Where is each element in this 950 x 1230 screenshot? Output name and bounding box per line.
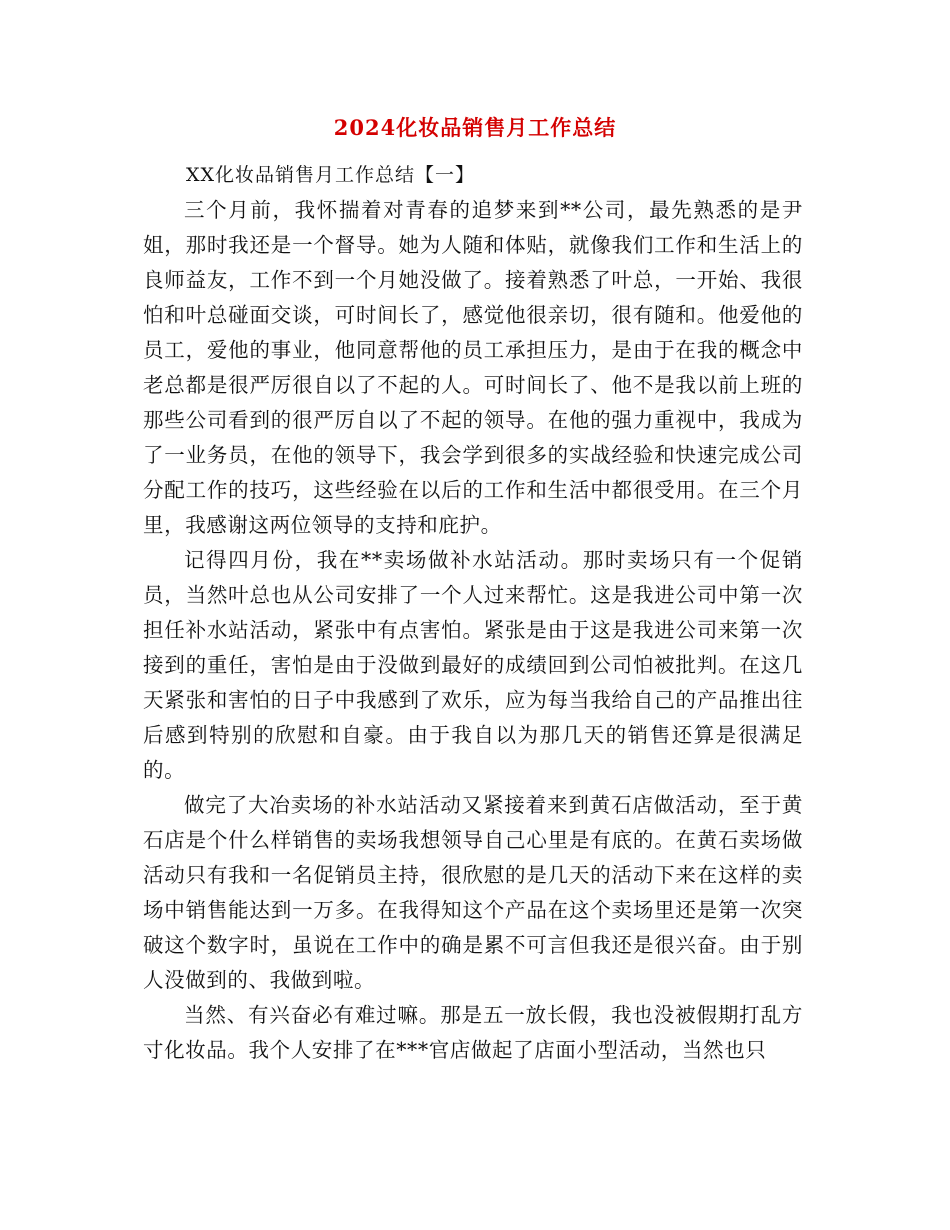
paragraph-3: 做完了大冶卖场的补水站活动又紧接着来到黄石店做活动，至于黄石店是个什么样销售的卖场我想领导自己心里是有底的。在黄石卖场做活动只有我和一名促销员主持，很欣慰的是几天的活动下来在这样的卖场中销售能达到一万多。在我得知这个产品在这个卖场里还是第一次突破这个数字时，虽说在工作中的确是累不可言但我还是很兴奋。由于别人没做到的、我做到啦。: [143, 793, 803, 992]
section-heading: XX化妆品销售月工作总结【一】: [186, 164, 476, 186]
paragraph-1: 三个月前，我怀揣着对青春的追梦来到**公司，最先熟悉的是尹姐，那时我还是一个督导。她为人随和体贴，就像我们工作和生活上的良师益友，工作不到一个月她没做了。接着熟悉了叶总，一开始、我很怕和叶总碰面交谈，可时间长了，感觉他很亲切，很有随和。他爱他的员工，爱他的事业，他同意帮他的员工承担压力，是由于在我的概念中老总都是很严厉很自以了不起的人。可时间长了、他不是我以前上班的那些公司看到的很严厉自以了不起的领导。在他的强力重视中，我成为了一业务员，在他的领导下，我会学到很多的实战经验和快速完成公司分配工作的技巧，这些经验在以后的工作和生活中都很受用。在三个月里，我感谢这两位领导的支持和庇护。: [143, 198, 803, 537]
document-title: 2024化妆品销售月工作总结: [333, 115, 617, 140]
body-text: [143, 193, 803, 1068]
paragraph-2: 记得四月份，我在**卖场做补水站活动。那时卖场只有一个促销员，当然叶总也从公司安排了一个人过来帮忙。这是我进公司中第一次担任补水站活动，紧张中有点害怕。紧张是由于这是我进公司来第一次接到的重任，害怕是由于没做到最好的成绩回到公司怕被批判。在这几天紧张和害怕的日子中我感到了欢乐，应为每当我给自己的产品推出往后感到特别的欣慰和自豪。由于我自以为那几天的销售还算是很满足的。: [143, 548, 803, 782]
paragraph-4: 当然、有兴奋必有难过嘛。那是五一放长假，我也没被假期打乱方寸化妆品。我个人安排了在***官店做起了店面小型活动，当然也只: [143, 1003, 803, 1062]
